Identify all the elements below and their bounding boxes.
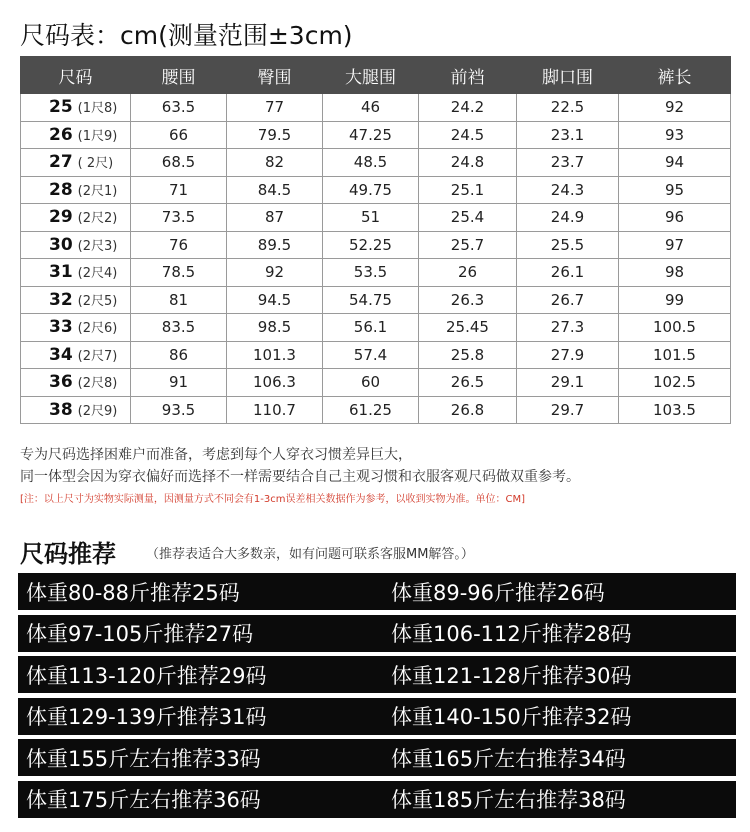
size-number: 34	[49, 344, 73, 365]
note-line-2: 同一体型会因为穿衣偏好而选择不一样需要结合自己主观习惯和衣服客观尺码做双重参考。	[20, 469, 580, 485]
size-cell	[21, 286, 131, 314]
cell-length: 98	[619, 259, 731, 287]
size-chi: (2尺5)	[77, 293, 118, 309]
cell-thigh: 56.1	[323, 314, 419, 342]
cell-rise: 25.4	[419, 204, 517, 232]
size-cell	[21, 341, 131, 369]
cell-rise: 26.8	[419, 396, 517, 424]
cell-hip: 110.7	[227, 396, 323, 424]
recommend-item: 体重129-139斤推荐31码	[26, 705, 267, 729]
table-row	[21, 149, 731, 177]
size-chi: (1尺9)	[77, 128, 118, 144]
header-hip: 臀围	[227, 57, 323, 94]
size-cell	[21, 94, 131, 122]
header-size: 尺码	[21, 57, 131, 94]
cell-hip: 92	[227, 259, 323, 287]
size-cell	[21, 176, 131, 204]
size-chi: (2尺2)	[77, 211, 118, 227]
cell-waist: 93.5	[131, 396, 227, 424]
recommend-grid	[18, 573, 736, 822]
cell-rise: 25.8	[419, 341, 517, 369]
cell-leg-opening: 24.3	[517, 176, 619, 204]
cell-length: 99	[619, 286, 731, 314]
size-number: 32	[49, 289, 73, 310]
cell-leg-opening: 29.1	[517, 369, 619, 397]
measurement-warning: [注：以上尺寸为实物实际测量，因测量方式不同会有1-3cm误差相关数据作为参考，以收到实物为准。单位：CM]	[20, 494, 525, 505]
cell-hip: 79.5	[227, 121, 323, 149]
header-rise: 前裆	[419, 57, 517, 94]
size-number: 30	[49, 234, 73, 255]
cell-length: 92	[619, 94, 731, 122]
cell-thigh: 48.5	[323, 149, 419, 177]
size-number: 29	[49, 207, 73, 228]
recommend-row	[18, 656, 736, 693]
cell-thigh: 51	[323, 204, 419, 232]
recommend-row	[18, 698, 736, 735]
cell-hip: 84.5	[227, 176, 323, 204]
recommend-subtitle: （推荐表适合大多数亲，如有问题可联系客服MM解答。）	[146, 547, 474, 562]
recommend-item: 体重175斤左右推荐36码	[26, 788, 261, 812]
cell-waist: 81	[131, 286, 227, 314]
table-row	[21, 121, 731, 149]
note-line-1: 专为尺码选择困难户而准备，考虑到每个人穿衣习惯差异巨大，	[20, 447, 412, 463]
recommend-row	[18, 781, 736, 818]
table-row	[21, 369, 731, 397]
table-row	[21, 396, 731, 424]
table-row	[21, 231, 731, 259]
size-cell	[21, 314, 131, 342]
cell-waist: 66	[131, 121, 227, 149]
cell-leg-opening: 25.5	[517, 231, 619, 259]
cell-hip: 101.3	[227, 341, 323, 369]
cell-leg-opening: 27.9	[517, 341, 619, 369]
cell-rise: 26.3	[419, 286, 517, 314]
recommend-title: 尺码推荐	[20, 540, 116, 568]
recommend-item: 体重89-96斤推荐26码	[391, 580, 605, 605]
cell-length: 101.5	[619, 341, 731, 369]
cell-length: 103.5	[619, 396, 731, 424]
size-chi: (2尺1)	[77, 183, 118, 199]
cell-waist: 86	[131, 341, 227, 369]
cell-thigh: 54.75	[323, 286, 419, 314]
header-thigh: 大腿围	[323, 57, 419, 94]
cell-rise: 24.8	[419, 149, 517, 177]
cell-thigh: 49.75	[323, 176, 419, 204]
cell-hip: 87	[227, 204, 323, 232]
cell-waist: 76	[131, 231, 227, 259]
recommend-item: 体重121-128斤推荐30码	[391, 663, 632, 688]
recommend-item: 体重97-105斤推荐27码	[26, 622, 254, 646]
page-title: 尺码表：cm(测量范围±3cm)	[20, 21, 353, 50]
cell-waist: 73.5	[131, 204, 227, 232]
size-cell	[21, 121, 131, 149]
table-row	[21, 286, 731, 314]
cell-leg-opening: 26.1	[517, 259, 619, 287]
size-cell	[21, 396, 131, 424]
cell-leg-opening: 22.5	[517, 94, 619, 122]
recommend-item: 体重106-112斤推荐28码	[391, 622, 632, 646]
cell-rise: 26.5	[419, 369, 517, 397]
table-row	[21, 176, 731, 204]
cell-waist: 78.5	[131, 259, 227, 287]
size-number: 31	[49, 262, 73, 283]
cell-rise: 24.2	[419, 94, 517, 122]
cell-waist: 68.5	[131, 149, 227, 177]
cell-rise: 25.1	[419, 176, 517, 204]
cell-hip: 106.3	[227, 369, 323, 397]
cell-leg-opening: 26.7	[517, 286, 619, 314]
recommend-row	[18, 615, 736, 652]
cell-thigh: 52.25	[323, 231, 419, 259]
size-chi: (2尺4)	[77, 266, 118, 282]
size-cell	[21, 369, 131, 397]
cell-thigh: 53.5	[323, 259, 419, 287]
cell-thigh: 57.4	[323, 341, 419, 369]
size-advice-note	[20, 444, 580, 488]
size-cell	[21, 149, 131, 177]
size-number: 38	[49, 399, 73, 420]
cell-rise: 26	[419, 259, 517, 287]
cell-rise: 24.5	[419, 121, 517, 149]
recommend-item: 体重113-120斤推荐29码	[26, 663, 267, 688]
cell-length: 97	[619, 231, 731, 259]
size-number: 26	[49, 124, 73, 145]
cell-length: 96	[619, 204, 731, 232]
size-number: 25	[49, 97, 73, 118]
cell-length: 93	[619, 121, 731, 149]
size-number: 36	[49, 372, 73, 393]
cell-thigh: 61.25	[323, 396, 419, 424]
cell-leg-opening: 29.7	[517, 396, 619, 424]
cell-leg-opening: 24.9	[517, 204, 619, 232]
cell-length: 102.5	[619, 369, 731, 397]
cell-waist: 83.5	[131, 314, 227, 342]
cell-thigh: 47.25	[323, 121, 419, 149]
size-chart-table	[20, 56, 731, 424]
recommend-item: 体重155斤左右推荐33码	[26, 746, 261, 771]
header-waist: 腰围	[131, 57, 227, 94]
cell-hip: 98.5	[227, 314, 323, 342]
size-number: 28	[49, 179, 73, 200]
cell-length: 100.5	[619, 314, 731, 342]
cell-waist: 91	[131, 369, 227, 397]
recommend-item: 体重165斤左右推荐34码	[391, 746, 626, 771]
cell-length: 94	[619, 149, 731, 177]
cell-length: 95	[619, 176, 731, 204]
cell-hip: 77	[227, 94, 323, 122]
size-chi: (1尺8)	[77, 101, 118, 117]
size-chi: (2尺9)	[77, 403, 118, 419]
recommend-row	[18, 739, 736, 776]
cell-hip: 89.5	[227, 231, 323, 259]
header-leg-opening: 脚口围	[517, 57, 619, 94]
size-chi: ( 2尺)	[77, 156, 114, 172]
cell-hip: 82	[227, 149, 323, 177]
cell-waist: 63.5	[131, 94, 227, 122]
recommend-row	[18, 573, 736, 610]
cell-rise: 25.7	[419, 231, 517, 259]
cell-leg-opening: 23.7	[517, 149, 619, 177]
table-row	[21, 314, 731, 342]
size-chi: (2尺8)	[77, 376, 118, 392]
size-chi: (2尺7)	[77, 348, 118, 364]
size-cell	[21, 259, 131, 287]
recommend-item: 体重140-150斤推荐32码	[391, 705, 632, 729]
recommend-item: 体重80-88斤推荐25码	[26, 580, 240, 605]
size-cell	[21, 231, 131, 259]
size-chi: (2尺6)	[77, 321, 118, 337]
cell-leg-opening: 27.3	[517, 314, 619, 342]
table-row	[21, 94, 731, 122]
header-length: 裤长	[619, 57, 731, 94]
size-chi: (2尺3)	[77, 238, 118, 254]
size-number: 33	[49, 317, 73, 338]
cell-waist: 71	[131, 176, 227, 204]
size-cell	[21, 204, 131, 232]
table-row	[21, 259, 731, 287]
cell-thigh: 46	[323, 94, 419, 122]
size-number: 27	[49, 152, 73, 173]
table-row	[21, 204, 731, 232]
table-row	[21, 341, 731, 369]
cell-hip: 94.5	[227, 286, 323, 314]
table-header-row	[21, 57, 731, 94]
cell-thigh: 60	[323, 369, 419, 397]
cell-leg-opening: 23.1	[517, 121, 619, 149]
cell-rise: 25.45	[419, 314, 517, 342]
recommend-item: 体重185斤左右推荐38码	[391, 788, 626, 812]
